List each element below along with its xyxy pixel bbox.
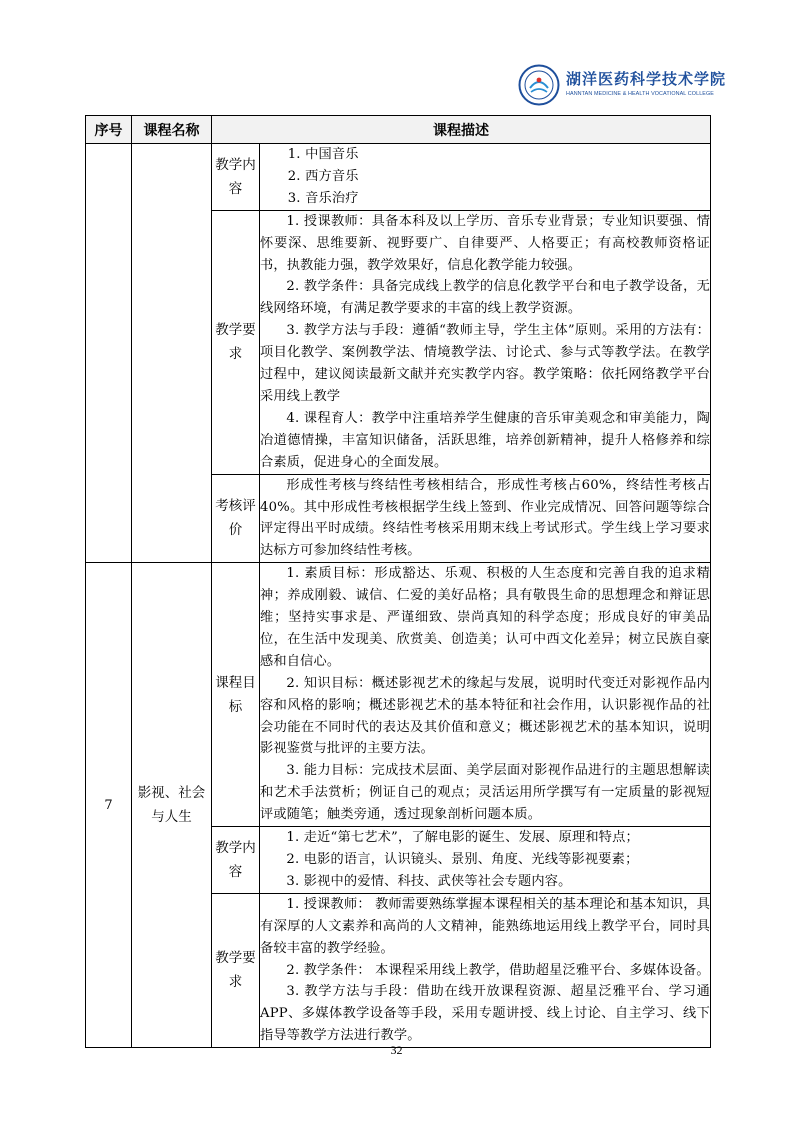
list-item: 2. 西方音乐 [287,168,359,184]
school-seal-icon [518,64,560,106]
school-logo [518,64,728,108]
row-label: 课程目标 [212,563,260,827]
paragraph: 3. 教学方法与手段：遵循“教师主导，学生主体”原则。采用的方法有：项目化教学、案例教学法、情境教学法、讨论式、参与式等教学法。在教学过程中，建议阅读最新文献并充实教学内容。教学策略：依托网络教学平台采用线上教学 [260,323,710,404]
paragraph: 形成性考核与终结性考核相结合，形成性考核占60%，终结性考核占40%。其中形成性考核根据学生线上签到、作业完成情况、回答问题等综合评定得出平时成绩。终结性考核采用期末线上考试形式。学生线上学习要求达标方可参加终结性考核。 [260,477,710,559]
paragraph: 3. 教学方法与手段：借助在线开放课程资源、超星泛雅平台、学习通 APP、多媒体教学设备等手段，采用专题讲授、线上讨论、自主学习、线下指导等教学方法进行教学。 [260,984,710,1044]
paragraph: 1. 授课教师：具备本科及以上学历、音乐专业背景；专业知识要强、情怀要深、思维要新、视野要广、自律要严、人格要正；有高校教师资格证书，执教能力强，教学效果好，信息化教学能力较强。 [260,213,710,273]
paragraph: 2. 教学条件：具备完成线上教学的信息化教学平台和电子教学设备，无线网络环境，有满足教学要求的丰富的线上教学资源。 [260,279,710,317]
row-label: 教学要求 [212,210,260,474]
row-label: 教学内容 [212,144,260,211]
list-item: 1. 走近“第七艺术”，了解电影的诞生、发展、原理和特点； [286,830,639,846]
prev-req-cell [260,210,711,474]
prev-eval-cell [260,474,711,563]
list-item: 3. 音乐治疗 [287,190,359,206]
paragraph: 3. 能力目标：完成技术层面、美学层面对影视作品进行的主题思想解读和艺术手法赏析；例证自己的观点；灵活运用所学撰写有一定质量的影视短评或随笔；触类旁通，透过现象剖析问题本质。 [260,763,710,823]
paragraph: 1. 授课教师： 教师需要熟练掌握本课程相关的基本理论和基本知识，具有深厚的人文素养和高尚的人文精神，能熟练地运用线上教学平台，同时具备较丰富的教学经验。 [260,896,710,956]
header-course-desc: 课程描述 [212,116,711,144]
table-header-row [86,116,711,144]
list-item: 2. 电影的语言，认识镜头、景别、角度、光线等影视要素； [286,852,639,867]
row-label: 教学要求 [212,893,260,1047]
table-row [86,144,711,211]
course7-goal-cell [260,563,711,827]
header-course-name: 课程名称 [132,116,212,144]
list-item: 1. 中国音乐 [287,147,359,162]
page-number: 32 [390,1043,403,1057]
prev-seq-cell [86,144,132,563]
school-name-cn: 湖洋医药科学技术学院 [566,70,727,88]
prev-name-cell [132,144,212,563]
paragraph: 2. 教学条件： 本课程采用线上教学，借助超星泛雅平台、多媒体设备。 [286,962,710,978]
course7-content-cell [260,827,711,894]
table-row [86,563,711,827]
row-label: 考核评价 [212,474,260,563]
list-item: 3. 影视中的爱情、科技、武侠等社会专题内容。 [286,873,572,889]
row-label: 教学内容 [212,827,260,894]
paragraph: 4. 课程育人：教学中注重培养学生健康的音乐审美观念和审美能力，陶冶道德情操，丰富知识储备，活跃思维，培养创新精神，提升人格修养和综合素质，促进身心的全面发展。 [260,410,710,470]
paragraph: 2. 知识目标：概述影视艺术的缘起与发展，说明时代变迁对影视作品内容和风格的影响；概述影视艺术的基本特征和社会作用，认识影视作品的社会功能在不同时代的表达及其价值和意义；概述影视艺术的基本知识，说明影视鉴赏与批评的主要方法。 [260,675,710,757]
paragraph: 1. 素质目标：形成豁达、乐观、积极的人生态度和完善自我的追求精神；养成刚毅、诚信、仁爱的美好品格；具有敬畏生命的思想理念和辩证思维；坚持实事求是、严谨细致、崇尚真知的科学态度；形成良好的审美品位，在生活中发现美、欣赏美、创造美；认可中西文化差异；树立民族自豪感和自信心。 [260,566,710,669]
header-seq: 序号 [86,116,132,144]
course7-req-cell [260,893,711,1047]
prev-content-cell [260,144,711,211]
course-seq: 7 [86,563,132,1048]
course-name: 影视、社会与人生 [132,563,212,1048]
course-table [85,115,711,1048]
school-name-en: HANNTAN MEDICINE & HEALTH VOCATIONAL COLLEGE [566,91,714,97]
